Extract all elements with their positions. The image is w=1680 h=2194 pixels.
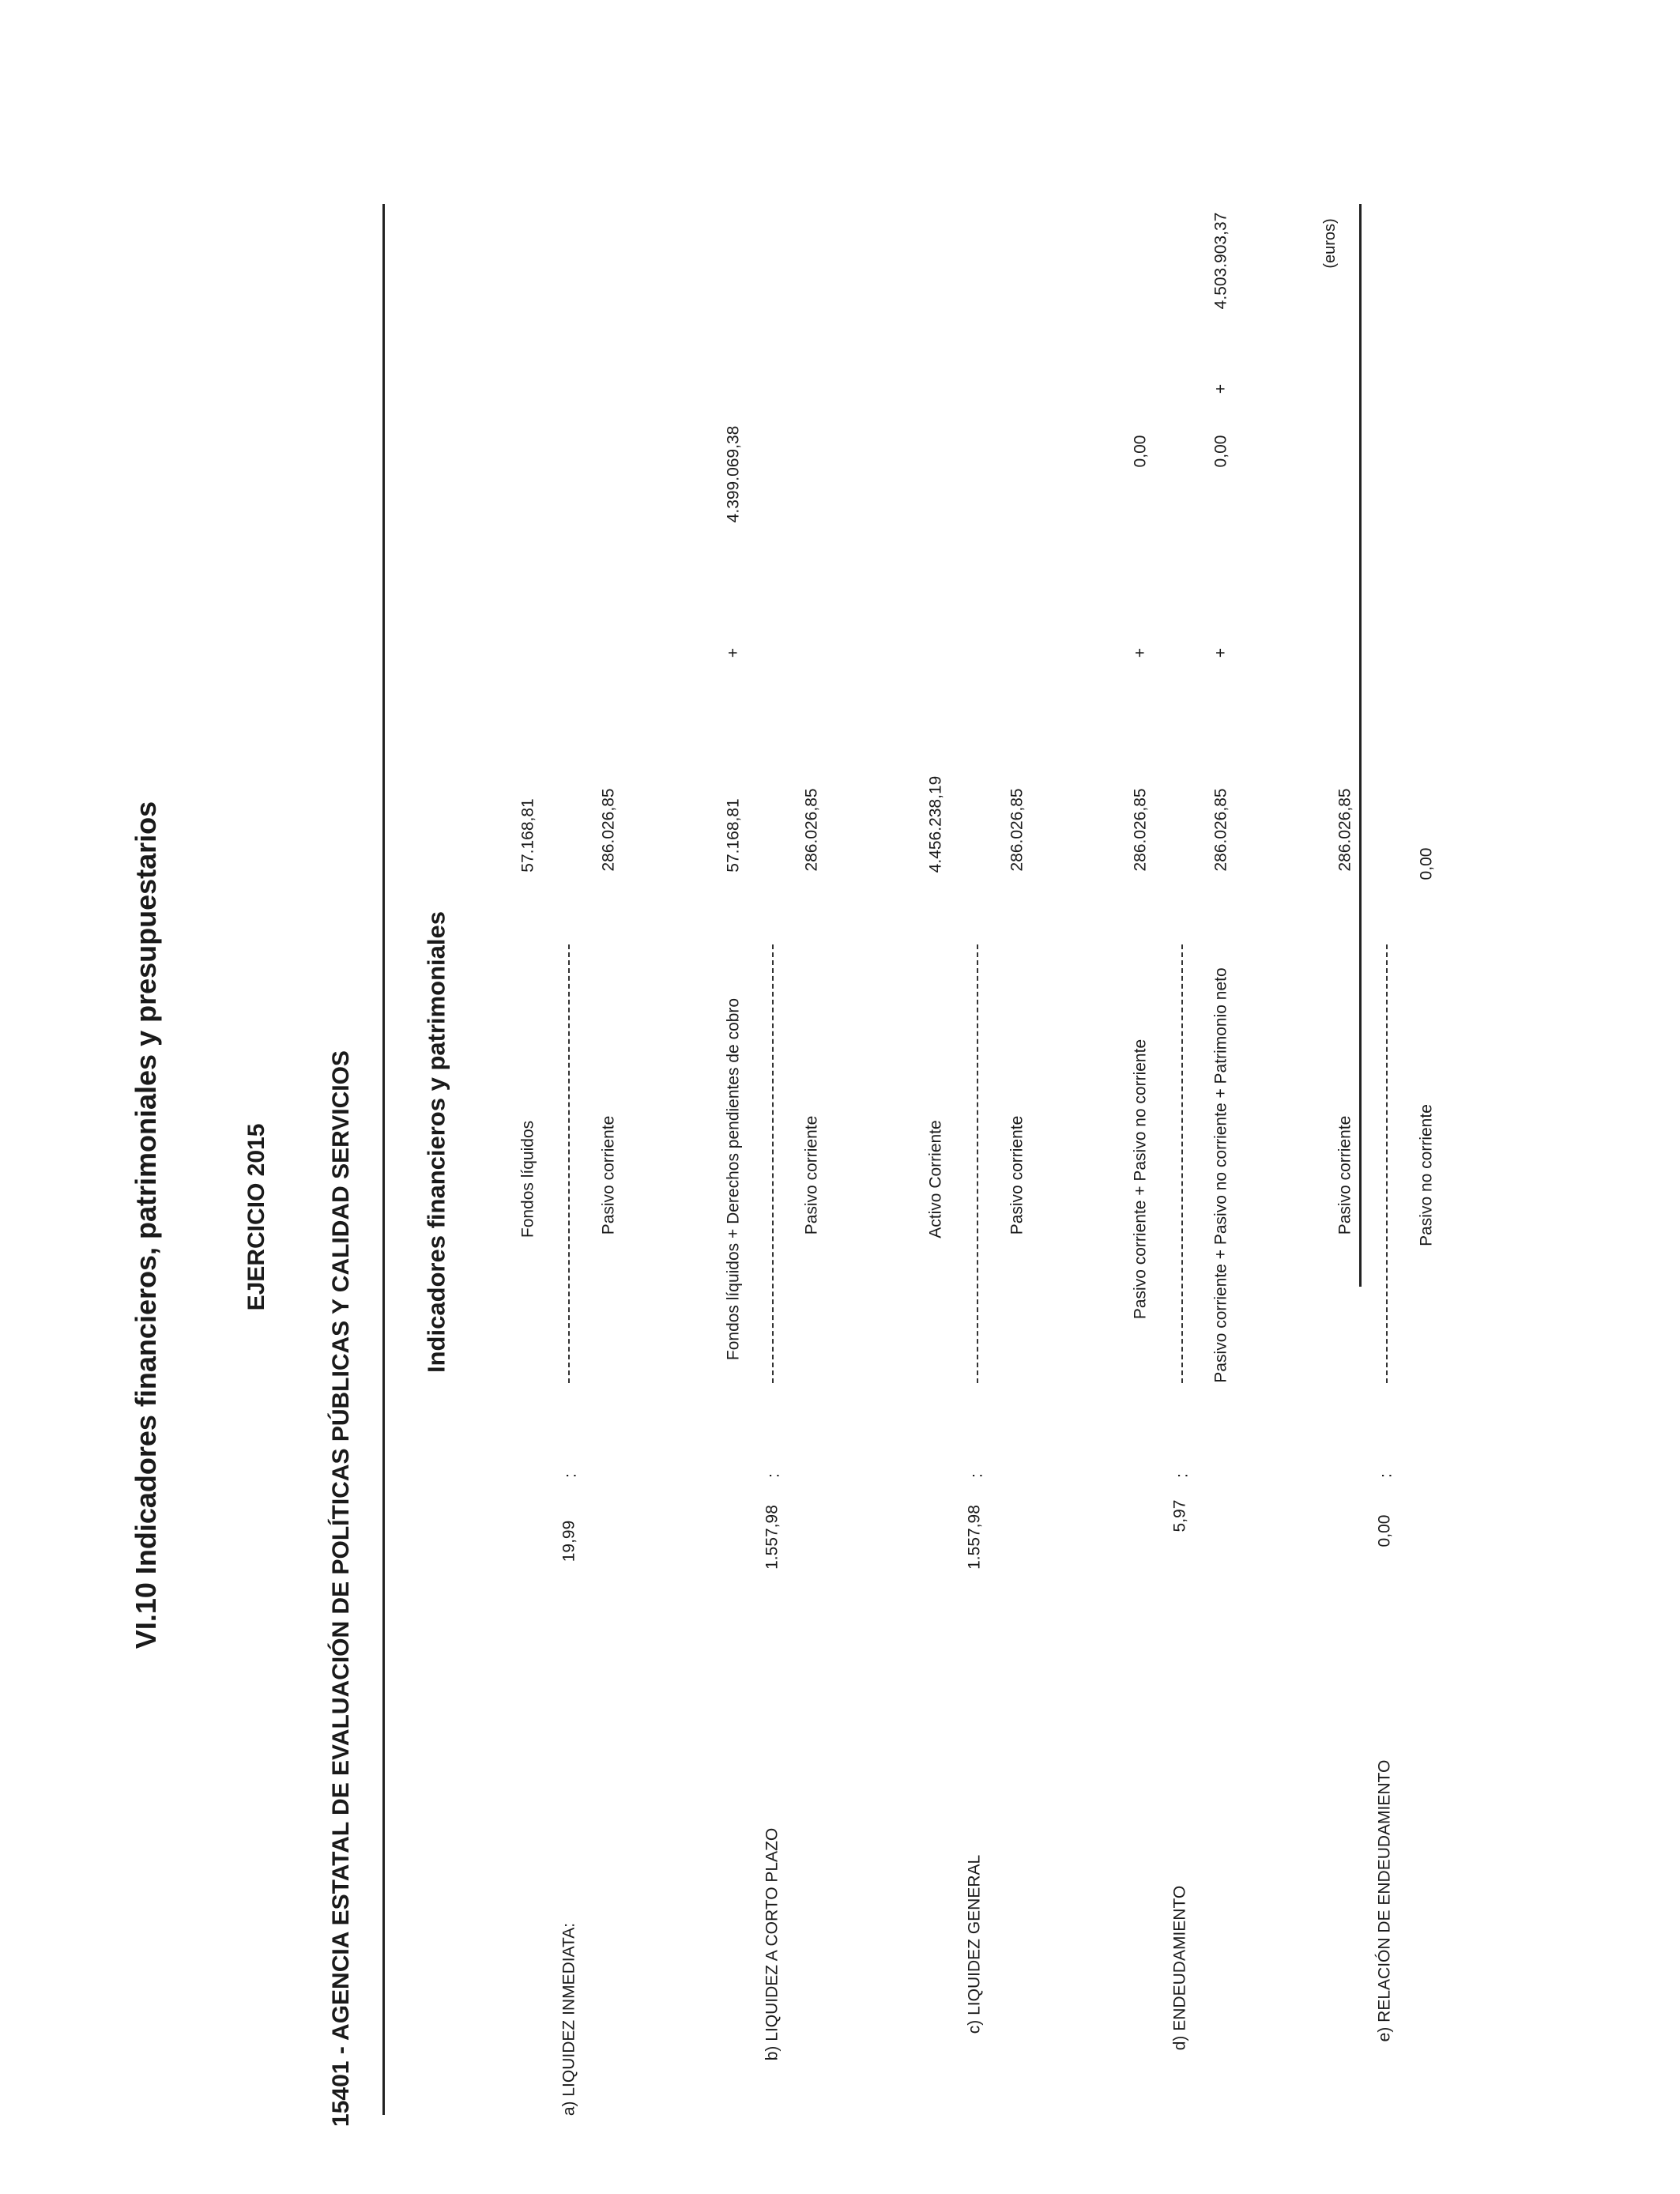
indicator-colon: : (1377, 1473, 1396, 1478)
operator-plus: + (1131, 647, 1150, 658)
denominator-formula: Pasivo no corriente (1417, 1104, 1436, 1246)
numerator-value: 4.399.069,38 (724, 425, 743, 523)
exercise-heading: EJERCICIO 2015 (243, 1123, 269, 1311)
fraction-line (977, 944, 978, 1383)
indicator-result: 1.557,98 (965, 1505, 984, 1570)
right-rule (1359, 204, 1362, 1287)
numerator-formula: Pasivo corriente + Pasivo no corriente (1131, 1039, 1150, 1320)
indicator-label: b) LIQUIDEZ A CORTO PLAZO (763, 1827, 782, 2061)
numerator-value: 57.168,81 (724, 798, 743, 873)
denominator-formula: Pasivo corriente (802, 1115, 821, 1235)
indicator-colon: : (967, 1473, 986, 1478)
indicator-colon: : (561, 1473, 580, 1478)
numerator-value: 57.168,81 (518, 798, 537, 873)
currency-note: (euros) (1321, 218, 1339, 269)
denominator-value: 286.026,85 (802, 788, 821, 872)
numerator-formula: Pasivo corriente (1335, 1115, 1354, 1235)
header-rule (382, 204, 385, 2115)
numerator-value: 4.456.238,19 (926, 775, 945, 873)
indicator-label: a) LIQUIDEZ INMEDIATA: (559, 1922, 578, 2117)
document-title: VI.10 Indicadores financieros, patrimoniales y presupuestarios (130, 801, 162, 1649)
numerator-value: 286.026,85 (1335, 788, 1354, 872)
numerator-value: 286.026,85 (1131, 788, 1150, 872)
indicator-result: 1.557,98 (763, 1505, 782, 1570)
numerator-value: 0,00 (1131, 435, 1150, 468)
indicator-result: 5,97 (1170, 1499, 1189, 1532)
denominator-formula: Pasivo corriente + Pasivo no corriente + Patrimonio neto (1211, 967, 1230, 1383)
denominator-value: 286.026,85 (1211, 788, 1230, 872)
operator-plus: + (1211, 383, 1230, 394)
operator-plus: + (724, 647, 743, 658)
indicator-colon: : (764, 1473, 783, 1478)
fraction-line (1181, 944, 1183, 1383)
denominator-formula: Pasivo corriente (1008, 1115, 1026, 1235)
section-title: Indicadores financieros y patrimoniales (422, 910, 450, 1374)
entity-heading: 15401 - AGENCIA ESTATAL DE EVALUACIÓN DE POLÍTICAS PÚBLICAS Y CALIDAD SERVICIOS (328, 1050, 354, 2127)
fraction-line (568, 944, 570, 1383)
denominator-value: 0,00 (1211, 435, 1230, 468)
numerator-formula: Activo Corriente (926, 1120, 945, 1238)
denominator-value: 286.026,85 (1008, 788, 1026, 872)
denominator-value: 4.503.903,37 (1211, 212, 1230, 310)
fraction-line (772, 944, 774, 1383)
denominator-value: 0,00 (1417, 847, 1436, 880)
fraction-line (1386, 944, 1388, 1383)
indicator-result: 0,00 (1375, 1514, 1394, 1547)
denominator-formula: Pasivo corriente (599, 1115, 618, 1235)
indicator-result: 19,99 (559, 1520, 578, 1563)
operator-plus: + (1211, 647, 1230, 658)
indicator-label: c) LIQUIDEZ GENERAL (965, 1854, 984, 2034)
indicator-label: d) ENDEUDAMIENTO (1170, 1885, 1189, 2051)
indicator-colon: : (1173, 1473, 1192, 1478)
indicator-label: e) RELACIÓN DE ENDEUDAMIENTO (1375, 1759, 1394, 2042)
denominator-value: 286.026,85 (599, 788, 618, 872)
numerator-formula: Fondos líquidos + Derechos pendientes de cobro (724, 997, 743, 1361)
numerator-formula: Fondos líquidos (518, 1120, 537, 1238)
